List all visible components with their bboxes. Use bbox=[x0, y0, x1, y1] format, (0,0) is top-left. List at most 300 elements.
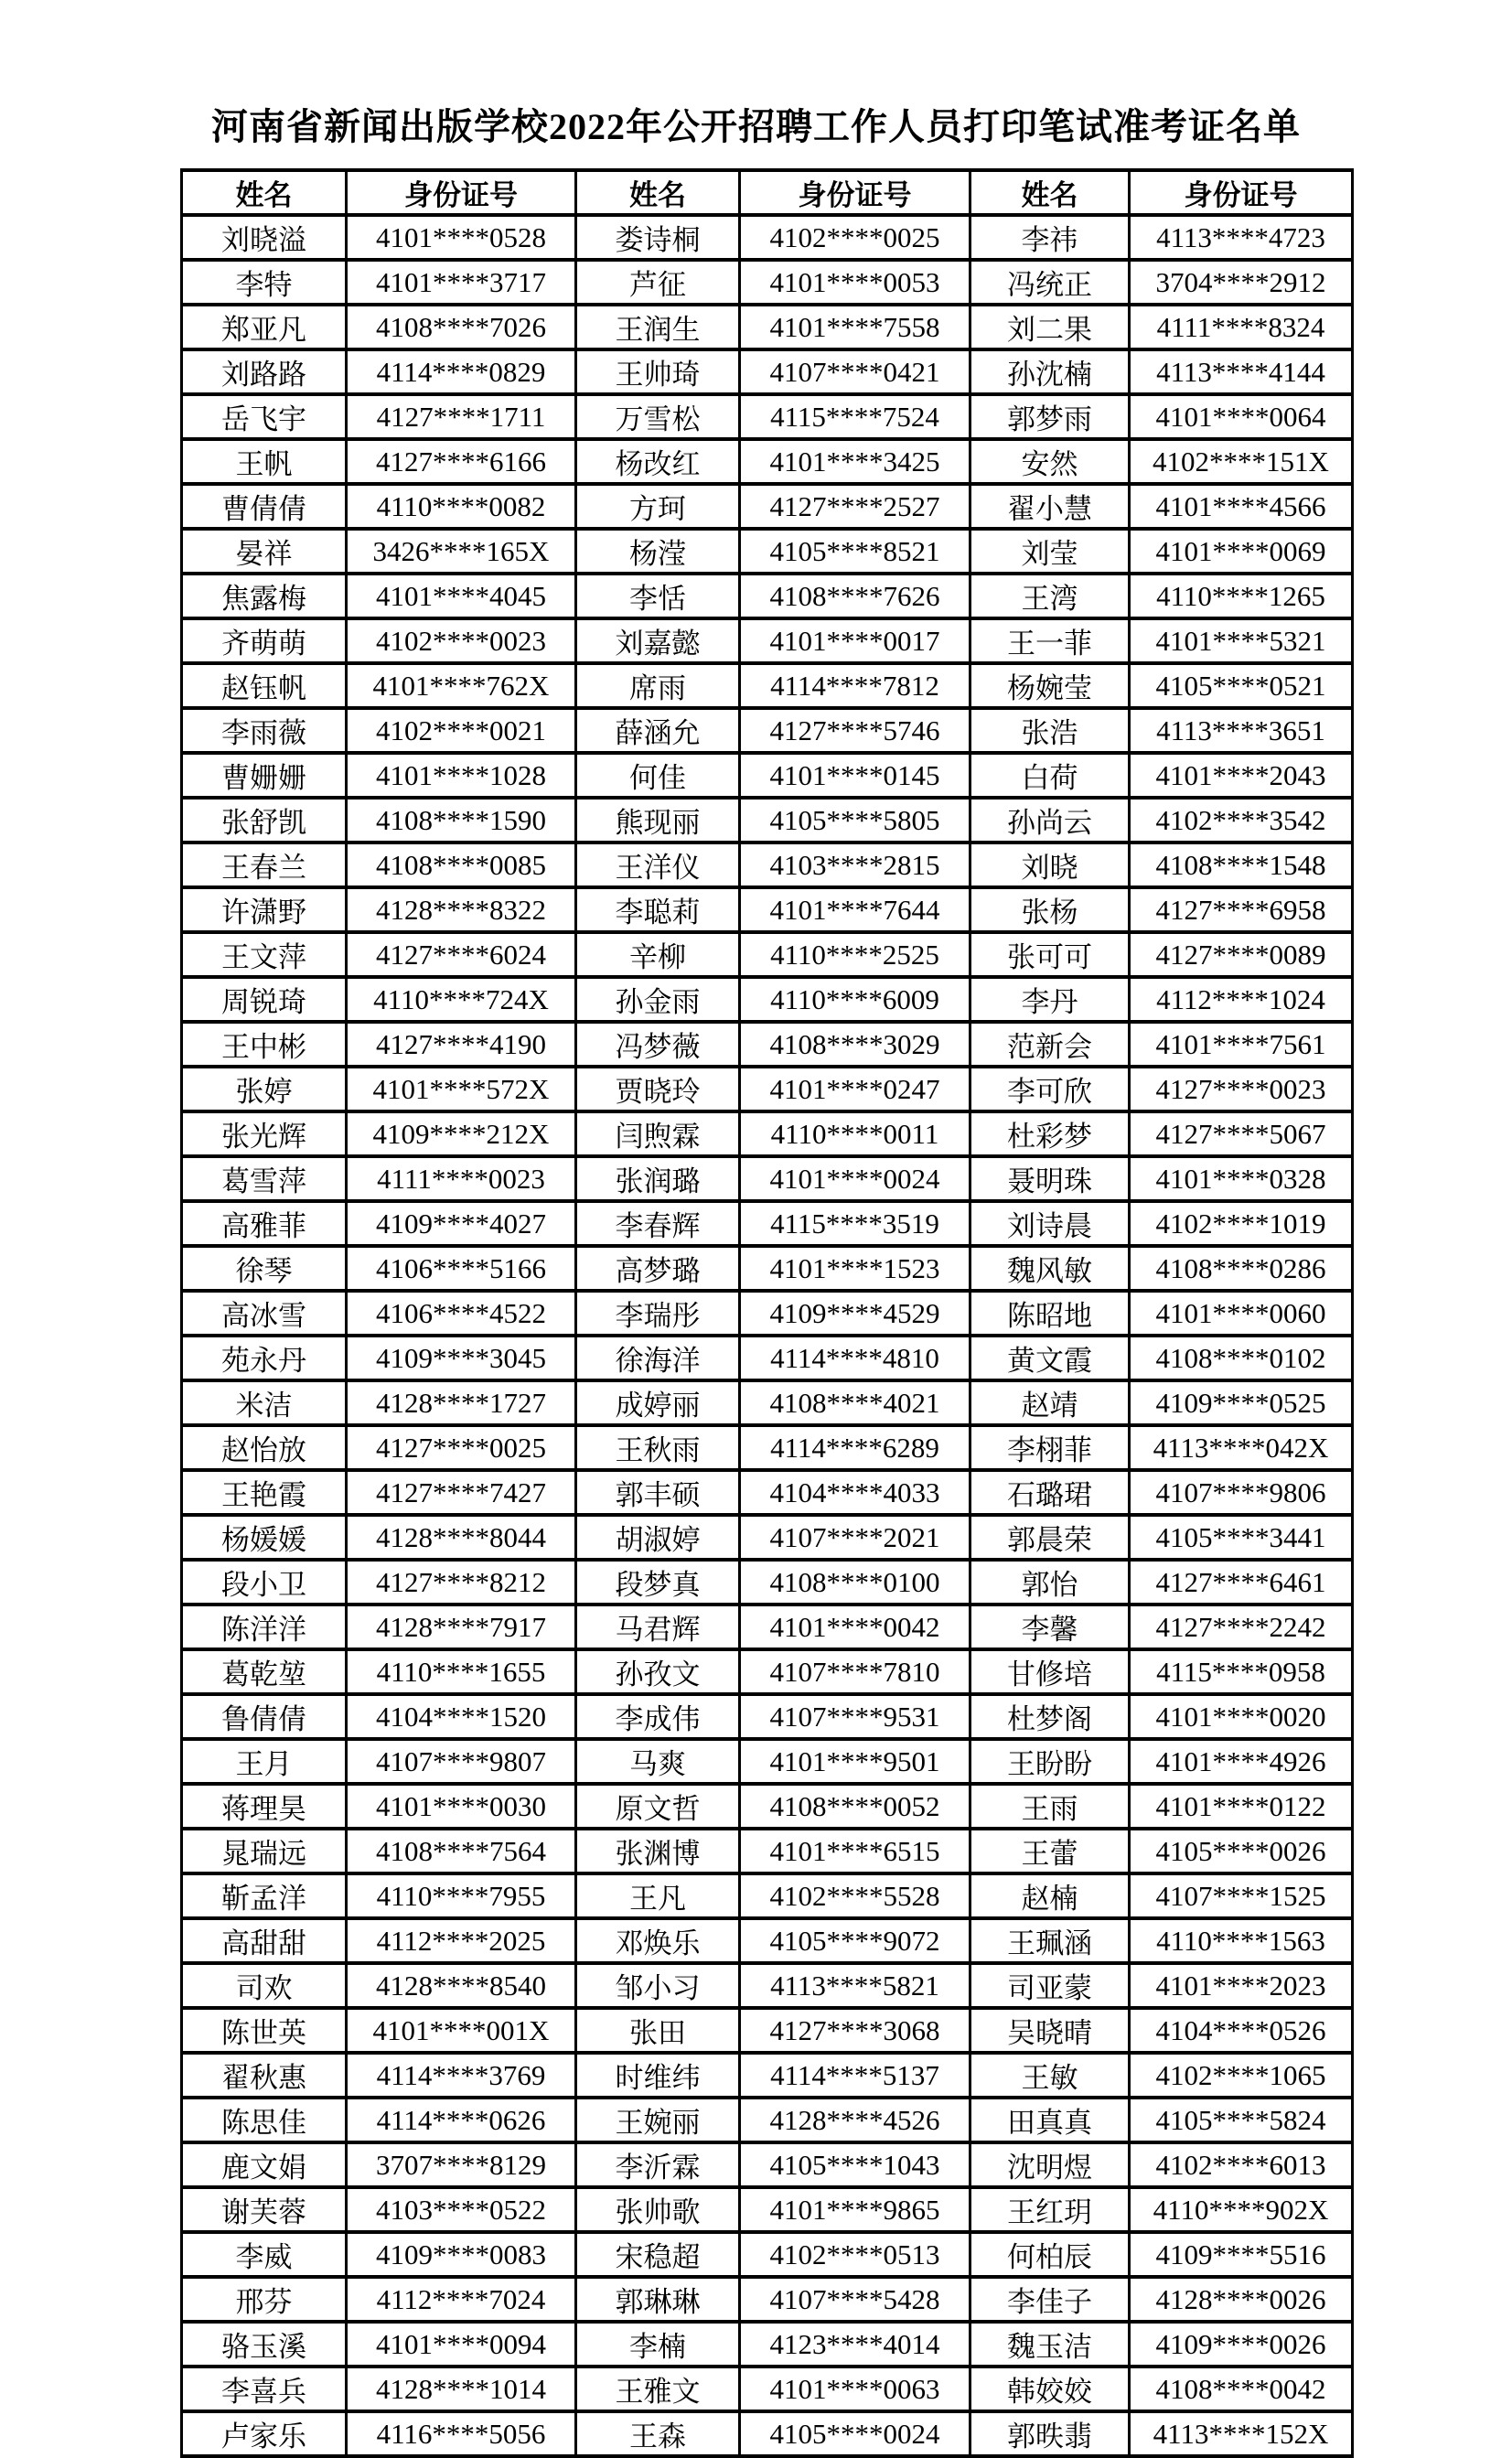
header-name-col-1: 姓名 bbox=[182, 170, 347, 215]
id-number-cell: 4107****2021 bbox=[740, 1515, 970, 1560]
table-row bbox=[182, 1918, 1353, 1963]
id-number-cell: 4113****4723 bbox=[1130, 215, 1353, 260]
id-number-cell: 4105****0024 bbox=[740, 2411, 970, 2456]
table-row bbox=[182, 574, 1353, 618]
id-number-cell: 4108****0052 bbox=[740, 1784, 970, 1829]
id-number-cell: 4102****1019 bbox=[1130, 1201, 1353, 1246]
id-number-cell: 4108****7026 bbox=[347, 305, 576, 349]
table-row bbox=[182, 2187, 1353, 2232]
name-cell: 徐海洋 bbox=[576, 1336, 740, 1380]
table-row bbox=[182, 1067, 1353, 1111]
table-row bbox=[182, 887, 1353, 932]
name-cell: 李沂霖 bbox=[576, 2142, 740, 2187]
id-number-cell: 4101****9865 bbox=[740, 2187, 970, 2232]
name-cell: 杨婉莹 bbox=[970, 663, 1130, 708]
name-cell: 贾晓玲 bbox=[576, 1067, 740, 1111]
id-number-cell: 4127****4190 bbox=[347, 1022, 576, 1067]
id-number-cell: 4111****0023 bbox=[347, 1156, 576, 1201]
name-cell: 胡淑婷 bbox=[576, 1515, 740, 1560]
table-row bbox=[182, 529, 1353, 574]
name-cell: 张田 bbox=[576, 2008, 740, 2053]
table-row bbox=[182, 753, 1353, 798]
name-cell: 陈洋洋 bbox=[182, 1605, 347, 1649]
id-number-cell: 4101****4045 bbox=[347, 574, 576, 618]
id-number-cell: 4114****7812 bbox=[740, 663, 970, 708]
name-cell: 郑亚凡 bbox=[182, 305, 347, 349]
table-row bbox=[182, 2411, 1353, 2456]
id-number-cell: 4101****0020 bbox=[1130, 1694, 1353, 1739]
id-number-cell: 4108****0102 bbox=[1130, 1336, 1353, 1380]
name-cell: 薛涵允 bbox=[576, 708, 740, 753]
id-number-cell: 4107****0421 bbox=[740, 349, 970, 394]
header-id-col-3: 身份证号 bbox=[1130, 170, 1353, 215]
name-cell: 安然 bbox=[970, 439, 1130, 484]
name-cell: 张帅歌 bbox=[576, 2187, 740, 2232]
id-number-cell: 4127****0089 bbox=[1130, 932, 1353, 977]
name-cell: 宋稳超 bbox=[576, 2232, 740, 2277]
id-number-cell: 4105****5824 bbox=[1130, 2098, 1353, 2142]
name-cell: 焦露梅 bbox=[182, 574, 347, 618]
name-cell: 翟秋惠 bbox=[182, 2053, 347, 2098]
id-number-cell: 4102****5528 bbox=[740, 1873, 970, 1918]
id-number-cell: 4102****6013 bbox=[1130, 2142, 1353, 2187]
id-number-cell: 4110****1265 bbox=[1130, 574, 1353, 618]
name-cell: 原文哲 bbox=[576, 1784, 740, 1829]
table-row bbox=[182, 1605, 1353, 1649]
table-row bbox=[182, 1739, 1353, 1784]
id-number-cell: 4101****0060 bbox=[1130, 1291, 1353, 1336]
id-number-cell: 4110****7955 bbox=[347, 1873, 576, 1918]
id-number-cell: 4114****4810 bbox=[740, 1336, 970, 1380]
table-row bbox=[182, 708, 1353, 753]
id-number-cell: 4107****7810 bbox=[740, 1649, 970, 1694]
name-cell: 李栩菲 bbox=[970, 1425, 1130, 1470]
name-cell: 岳飞宇 bbox=[182, 394, 347, 439]
name-cell: 李成伟 bbox=[576, 1694, 740, 1739]
table-row bbox=[182, 663, 1353, 708]
id-number-cell: 4101****572X bbox=[347, 1067, 576, 1111]
name-cell: 成婷丽 bbox=[576, 1380, 740, 1425]
name-cell: 孙金雨 bbox=[576, 977, 740, 1022]
id-number-cell: 4107****1525 bbox=[1130, 1873, 1353, 1918]
name-cell: 郭怡 bbox=[970, 1560, 1130, 1605]
name-cell: 王盼盼 bbox=[970, 1739, 1130, 1784]
name-cell: 徐琴 bbox=[182, 1246, 347, 1291]
name-cell: 刘晓 bbox=[970, 843, 1130, 887]
name-cell: 王艳霞 bbox=[182, 1470, 347, 1515]
table-row bbox=[182, 1246, 1353, 1291]
name-cell: 王洋仪 bbox=[576, 843, 740, 887]
id-number-cell: 4109****3045 bbox=[347, 1336, 576, 1380]
name-cell: 王春兰 bbox=[182, 843, 347, 887]
name-cell: 郭琳琳 bbox=[576, 2277, 740, 2322]
name-cell: 邹小习 bbox=[576, 1963, 740, 2008]
id-number-cell: 4101****0053 bbox=[740, 260, 970, 305]
name-cell: 张浩 bbox=[970, 708, 1130, 753]
id-number-cell: 4108****0042 bbox=[1130, 2367, 1353, 2411]
header-name-col-2: 姓名 bbox=[576, 170, 740, 215]
name-cell: 齐萌萌 bbox=[182, 618, 347, 663]
id-number-cell: 4101****0063 bbox=[740, 2367, 970, 2411]
id-number-cell: 4127****7427 bbox=[347, 1470, 576, 1515]
table-row bbox=[182, 439, 1353, 484]
id-number-cell: 4128****4526 bbox=[740, 2098, 970, 2142]
table-row bbox=[182, 2098, 1353, 2142]
name-cell: 刘嘉懿 bbox=[576, 618, 740, 663]
id-number-cell: 3707****8129 bbox=[347, 2142, 576, 2187]
name-cell: 孙尚云 bbox=[970, 798, 1130, 843]
page-title: 河南省新闻出版学校2022年公开招聘工作人员打印笔试准考证名单 bbox=[211, 106, 1301, 147]
name-cell: 刘路路 bbox=[182, 349, 347, 394]
id-number-cell: 4105****0521 bbox=[1130, 663, 1353, 708]
name-cell: 米洁 bbox=[182, 1380, 347, 1425]
table-row bbox=[182, 1425, 1353, 1470]
name-cell: 王红玥 bbox=[970, 2187, 1130, 2232]
id-number-cell: 4127****5067 bbox=[1130, 1111, 1353, 1156]
table-row bbox=[182, 215, 1353, 260]
name-cell: 王秋雨 bbox=[576, 1425, 740, 1470]
name-cell: 赵怡放 bbox=[182, 1425, 347, 1470]
id-number-cell: 4112****1024 bbox=[1130, 977, 1353, 1022]
id-number-cell: 4101****3425 bbox=[740, 439, 970, 484]
name-cell: 张婷 bbox=[182, 1067, 347, 1111]
name-cell: 王蕾 bbox=[970, 1829, 1130, 1873]
id-number-cell: 4101****7561 bbox=[1130, 1022, 1353, 1067]
id-number-cell: 4110****724X bbox=[347, 977, 576, 1022]
name-cell: 孙孜文 bbox=[576, 1649, 740, 1694]
name-cell: 杜梦阁 bbox=[970, 1694, 1130, 1739]
name-cell: 段梦真 bbox=[576, 1560, 740, 1605]
table-body bbox=[182, 215, 1353, 2456]
name-cell: 曹倩倩 bbox=[182, 484, 347, 529]
id-number-cell: 4101****0328 bbox=[1130, 1156, 1353, 1201]
table-row bbox=[182, 1380, 1353, 1425]
id-number-cell: 4115****0958 bbox=[1130, 1649, 1353, 1694]
id-number-cell: 4111****8324 bbox=[1130, 305, 1353, 349]
name-cell: 高甜甜 bbox=[182, 1918, 347, 1963]
name-cell: 王湾 bbox=[970, 574, 1130, 618]
id-number-cell: 4105****3441 bbox=[1130, 1515, 1353, 1560]
id-number-cell: 4101****4926 bbox=[1130, 1739, 1353, 1784]
name-cell: 张可可 bbox=[970, 932, 1130, 977]
table-row bbox=[182, 1963, 1353, 2008]
id-number-cell: 4110****1655 bbox=[347, 1649, 576, 1694]
name-cell: 王雅文 bbox=[576, 2367, 740, 2411]
name-cell: 闫煦霖 bbox=[576, 1111, 740, 1156]
name-cell: 王月 bbox=[182, 1739, 347, 1784]
id-number-cell: 4102****0513 bbox=[740, 2232, 970, 2277]
id-number-cell: 4127****2527 bbox=[740, 484, 970, 529]
table-row bbox=[182, 394, 1353, 439]
name-cell: 王雨 bbox=[970, 1784, 1130, 1829]
id-number-cell: 4103****2815 bbox=[740, 843, 970, 887]
name-cell: 赵钰帆 bbox=[182, 663, 347, 708]
id-number-cell: 4101****0069 bbox=[1130, 529, 1353, 574]
name-cell: 王婉丽 bbox=[576, 2098, 740, 2142]
name-cell: 李聪莉 bbox=[576, 887, 740, 932]
id-number-cell: 4128****8322 bbox=[347, 887, 576, 932]
name-cell: 周锐琦 bbox=[182, 977, 347, 1022]
id-number-cell: 4110****2525 bbox=[740, 932, 970, 977]
table-row bbox=[182, 1201, 1353, 1246]
id-number-cell: 4106****4522 bbox=[347, 1291, 576, 1336]
name-cell: 郭晨荣 bbox=[970, 1515, 1130, 1560]
id-number-cell: 4108****3029 bbox=[740, 1022, 970, 1067]
id-number-cell: 4108****0100 bbox=[740, 1560, 970, 1605]
table-row bbox=[182, 1156, 1353, 1201]
name-cell: 马君辉 bbox=[576, 1605, 740, 1649]
name-cell: 晏祥 bbox=[182, 529, 347, 574]
id-number-cell: 4107****9807 bbox=[347, 1739, 576, 1784]
name-cell: 李威 bbox=[182, 2232, 347, 2277]
id-number-cell: 4113****3651 bbox=[1130, 708, 1353, 753]
name-cell: 冯梦薇 bbox=[576, 1022, 740, 1067]
name-cell: 熊现丽 bbox=[576, 798, 740, 843]
name-cell: 李雨薇 bbox=[182, 708, 347, 753]
name-cell: 魏玉洁 bbox=[970, 2322, 1130, 2367]
id-number-cell: 4112****7024 bbox=[347, 2277, 576, 2322]
name-cell: 李恬 bbox=[576, 574, 740, 618]
name-cell: 李特 bbox=[182, 260, 347, 305]
name-cell: 陈昭地 bbox=[970, 1291, 1130, 1336]
id-number-cell: 4101****9501 bbox=[740, 1739, 970, 1784]
table-row bbox=[182, 2142, 1353, 2187]
name-cell: 蒋理昊 bbox=[182, 1784, 347, 1829]
name-cell: 高梦璐 bbox=[576, 1246, 740, 1291]
id-number-cell: 4108****7626 bbox=[740, 574, 970, 618]
name-cell: 张润璐 bbox=[576, 1156, 740, 1201]
name-cell: 翟小慧 bbox=[970, 484, 1130, 529]
name-cell: 田真真 bbox=[970, 2098, 1130, 2142]
id-number-cell: 4105****1043 bbox=[740, 2142, 970, 2187]
name-cell: 刘二果 bbox=[970, 305, 1130, 349]
name-cell: 冯统正 bbox=[970, 260, 1130, 305]
name-cell: 鲁倩倩 bbox=[182, 1694, 347, 1739]
id-number-cell: 4115****3519 bbox=[740, 1201, 970, 1246]
id-number-cell: 4102****0025 bbox=[740, 215, 970, 260]
id-number-cell: 4110****0082 bbox=[347, 484, 576, 529]
id-number-cell: 4128****1014 bbox=[347, 2367, 576, 2411]
table-row bbox=[182, 618, 1353, 663]
name-cell: 白荷 bbox=[970, 753, 1130, 798]
name-cell: 司欢 bbox=[182, 1963, 347, 2008]
table-row bbox=[182, 1291, 1353, 1336]
name-cell: 石璐珺 bbox=[970, 1470, 1130, 1515]
table-row bbox=[182, 1336, 1353, 1380]
id-number-cell: 4101****0094 bbox=[347, 2322, 576, 2367]
id-number-cell: 4127****6166 bbox=[347, 439, 576, 484]
id-number-cell: 4128****7917 bbox=[347, 1605, 576, 1649]
table-row bbox=[182, 349, 1353, 394]
table-row bbox=[182, 1649, 1353, 1694]
name-cell: 司亚蒙 bbox=[970, 1963, 1130, 2008]
name-cell: 陈思佳 bbox=[182, 2098, 347, 2142]
table-row bbox=[182, 1694, 1353, 1739]
table-row bbox=[182, 2232, 1353, 2277]
name-cell: 时维纬 bbox=[576, 2053, 740, 2098]
id-number-cell: 4108****1548 bbox=[1130, 843, 1353, 887]
name-cell: 王一菲 bbox=[970, 618, 1130, 663]
id-number-cell: 4114****5137 bbox=[740, 2053, 970, 2098]
name-cell: 苑永丹 bbox=[182, 1336, 347, 1380]
name-cell: 邢芬 bbox=[182, 2277, 347, 2322]
id-number-cell: 4105****8521 bbox=[740, 529, 970, 574]
name-cell: 李可欣 bbox=[970, 1067, 1130, 1111]
id-number-cell: 4108****0286 bbox=[1130, 1246, 1353, 1291]
name-cell: 何柏辰 bbox=[970, 2232, 1130, 2277]
name-cell: 高冰雪 bbox=[182, 1291, 347, 1336]
id-number-cell: 4101****7558 bbox=[740, 305, 970, 349]
id-number-cell: 4105****5805 bbox=[740, 798, 970, 843]
id-number-cell: 4101****3717 bbox=[347, 260, 576, 305]
name-cell: 李祎 bbox=[970, 215, 1130, 260]
id-number-cell: 4101****1523 bbox=[740, 1246, 970, 1291]
name-cell: 王帆 bbox=[182, 439, 347, 484]
table-row bbox=[182, 1022, 1353, 1067]
id-number-cell: 4101****4566 bbox=[1130, 484, 1353, 529]
name-cell: 何佳 bbox=[576, 753, 740, 798]
name-cell: 芦征 bbox=[576, 260, 740, 305]
id-number-cell: 4101****6515 bbox=[740, 1829, 970, 1873]
table-row bbox=[182, 305, 1353, 349]
table-row bbox=[182, 2367, 1353, 2411]
name-cell: 沈明煜 bbox=[970, 2142, 1130, 2187]
id-number-cell: 4113****042X bbox=[1130, 1425, 1353, 1470]
name-cell: 范新会 bbox=[970, 1022, 1130, 1067]
id-number-cell: 4115****7524 bbox=[740, 394, 970, 439]
id-number-cell: 4101****7644 bbox=[740, 887, 970, 932]
name-cell: 晁瑞远 bbox=[182, 1829, 347, 1873]
id-number-cell: 4101****0064 bbox=[1130, 394, 1353, 439]
id-number-cell: 4108****7564 bbox=[347, 1829, 576, 1873]
name-cell: 陈世英 bbox=[182, 2008, 347, 2053]
name-cell: 万雪松 bbox=[576, 394, 740, 439]
name-cell: 邓焕乐 bbox=[576, 1918, 740, 1963]
id-number-cell: 4110****1563 bbox=[1130, 1918, 1353, 1963]
name-cell: 骆玉溪 bbox=[182, 2322, 347, 2367]
table-row bbox=[182, 2277, 1353, 2322]
header-id-col-2: 身份证号 bbox=[740, 170, 970, 215]
name-cell: 刘诗晨 bbox=[970, 1201, 1130, 1246]
id-number-cell: 4101****2043 bbox=[1130, 753, 1353, 798]
table-row bbox=[182, 1784, 1353, 1829]
id-number-cell: 4101****0528 bbox=[347, 215, 576, 260]
id-number-cell: 4113****152X bbox=[1130, 2411, 1353, 2456]
name-cell: 席雨 bbox=[576, 663, 740, 708]
name-cell: 高雅菲 bbox=[182, 1201, 347, 1246]
table-row bbox=[182, 977, 1353, 1022]
id-number-cell: 4128****0026 bbox=[1130, 2277, 1353, 2322]
name-cell: 李瑞彤 bbox=[576, 1291, 740, 1336]
id-number-cell: 4101****001X bbox=[347, 2008, 576, 2053]
name-cell: 曹姗姗 bbox=[182, 753, 347, 798]
id-number-cell: 4127****2242 bbox=[1130, 1605, 1353, 1649]
name-cell: 孙沈楠 bbox=[970, 349, 1130, 394]
id-number-cell: 4104****0526 bbox=[1130, 2008, 1353, 2053]
name-cell: 李丹 bbox=[970, 977, 1130, 1022]
name-cell: 王文萍 bbox=[182, 932, 347, 977]
table-row bbox=[182, 2053, 1353, 2098]
id-number-cell: 4109****4529 bbox=[740, 1291, 970, 1336]
table-row bbox=[182, 484, 1353, 529]
table-row bbox=[182, 1470, 1353, 1515]
name-cell: 鹿文娟 bbox=[182, 2142, 347, 2187]
name-cell: 王珮涵 bbox=[970, 1918, 1130, 1963]
name-cell: 郭昳翡 bbox=[970, 2411, 1130, 2456]
name-cell: 聂明珠 bbox=[970, 1156, 1130, 1201]
name-cell: 甘修培 bbox=[970, 1649, 1130, 1694]
name-cell: 张舒凯 bbox=[182, 798, 347, 843]
table-row bbox=[182, 843, 1353, 887]
name-cell: 吴晓晴 bbox=[970, 2008, 1130, 2053]
name-cell: 张光辉 bbox=[182, 1111, 347, 1156]
id-number-cell: 4127****3068 bbox=[740, 2008, 970, 2053]
admission-ticket-roster-table bbox=[180, 168, 1354, 2458]
id-number-cell: 4107****9806 bbox=[1130, 1470, 1353, 1515]
table-row bbox=[182, 1560, 1353, 1605]
id-number-cell: 3426****165X bbox=[347, 529, 576, 574]
id-number-cell: 4127****0025 bbox=[347, 1425, 576, 1470]
table-row bbox=[182, 1829, 1353, 1873]
id-number-cell: 4104****1520 bbox=[347, 1694, 576, 1739]
id-number-cell: 4110****902X bbox=[1130, 2187, 1353, 2232]
table-row bbox=[182, 2008, 1353, 2053]
name-cell: 杨媛媛 bbox=[182, 1515, 347, 1560]
table-row bbox=[182, 1515, 1353, 1560]
id-number-cell: 4109****4027 bbox=[347, 1201, 576, 1246]
id-number-cell: 4102****1065 bbox=[1130, 2053, 1353, 2098]
name-cell: 李楠 bbox=[576, 2322, 740, 2367]
table-row bbox=[182, 2322, 1353, 2367]
id-number-cell: 4127****6461 bbox=[1130, 1560, 1353, 1605]
id-number-cell: 4101****0024 bbox=[740, 1156, 970, 1201]
id-number-cell: 3704****2912 bbox=[1130, 260, 1353, 305]
id-number-cell: 4101****762X bbox=[347, 663, 576, 708]
id-number-cell: 4127****0023 bbox=[1130, 1067, 1353, 1111]
name-cell: 杨改红 bbox=[576, 439, 740, 484]
name-cell: 魏风敏 bbox=[970, 1246, 1130, 1291]
id-number-cell: 4109****212X bbox=[347, 1111, 576, 1156]
id-number-cell: 4101****2023 bbox=[1130, 1963, 1353, 2008]
name-cell: 张杨 bbox=[970, 887, 1130, 932]
name-cell: 郭梦雨 bbox=[970, 394, 1130, 439]
name-cell: 马爽 bbox=[576, 1739, 740, 1784]
id-number-cell: 4127****8212 bbox=[347, 1560, 576, 1605]
name-cell: 王帅琦 bbox=[576, 349, 740, 394]
name-cell: 许潇野 bbox=[182, 887, 347, 932]
id-number-cell: 4108****4021 bbox=[740, 1380, 970, 1425]
id-number-cell: 4108****1590 bbox=[347, 798, 576, 843]
header-id-col-1: 身份证号 bbox=[347, 170, 576, 215]
name-cell: 王敏 bbox=[970, 2053, 1130, 2098]
name-cell: 卢家乐 bbox=[182, 2411, 347, 2456]
table-row bbox=[182, 1111, 1353, 1156]
name-cell: 王中彬 bbox=[182, 1022, 347, 1067]
name-cell: 李馨 bbox=[970, 1605, 1130, 1649]
id-number-cell: 4109****0525 bbox=[1130, 1380, 1353, 1425]
table-row bbox=[182, 1873, 1353, 1918]
id-number-cell: 4128****8044 bbox=[347, 1515, 576, 1560]
name-cell: 刘晓溢 bbox=[182, 215, 347, 260]
id-number-cell: 4101****0247 bbox=[740, 1067, 970, 1111]
id-number-cell: 4112****2025 bbox=[347, 1918, 576, 1963]
id-number-cell: 4103****0522 bbox=[347, 2187, 576, 2232]
id-number-cell: 4114****0626 bbox=[347, 2098, 576, 2142]
id-number-cell: 4102****3542 bbox=[1130, 798, 1353, 843]
id-number-cell: 4102****0023 bbox=[347, 618, 576, 663]
name-cell: 方珂 bbox=[576, 484, 740, 529]
id-number-cell: 4114****6289 bbox=[740, 1425, 970, 1470]
